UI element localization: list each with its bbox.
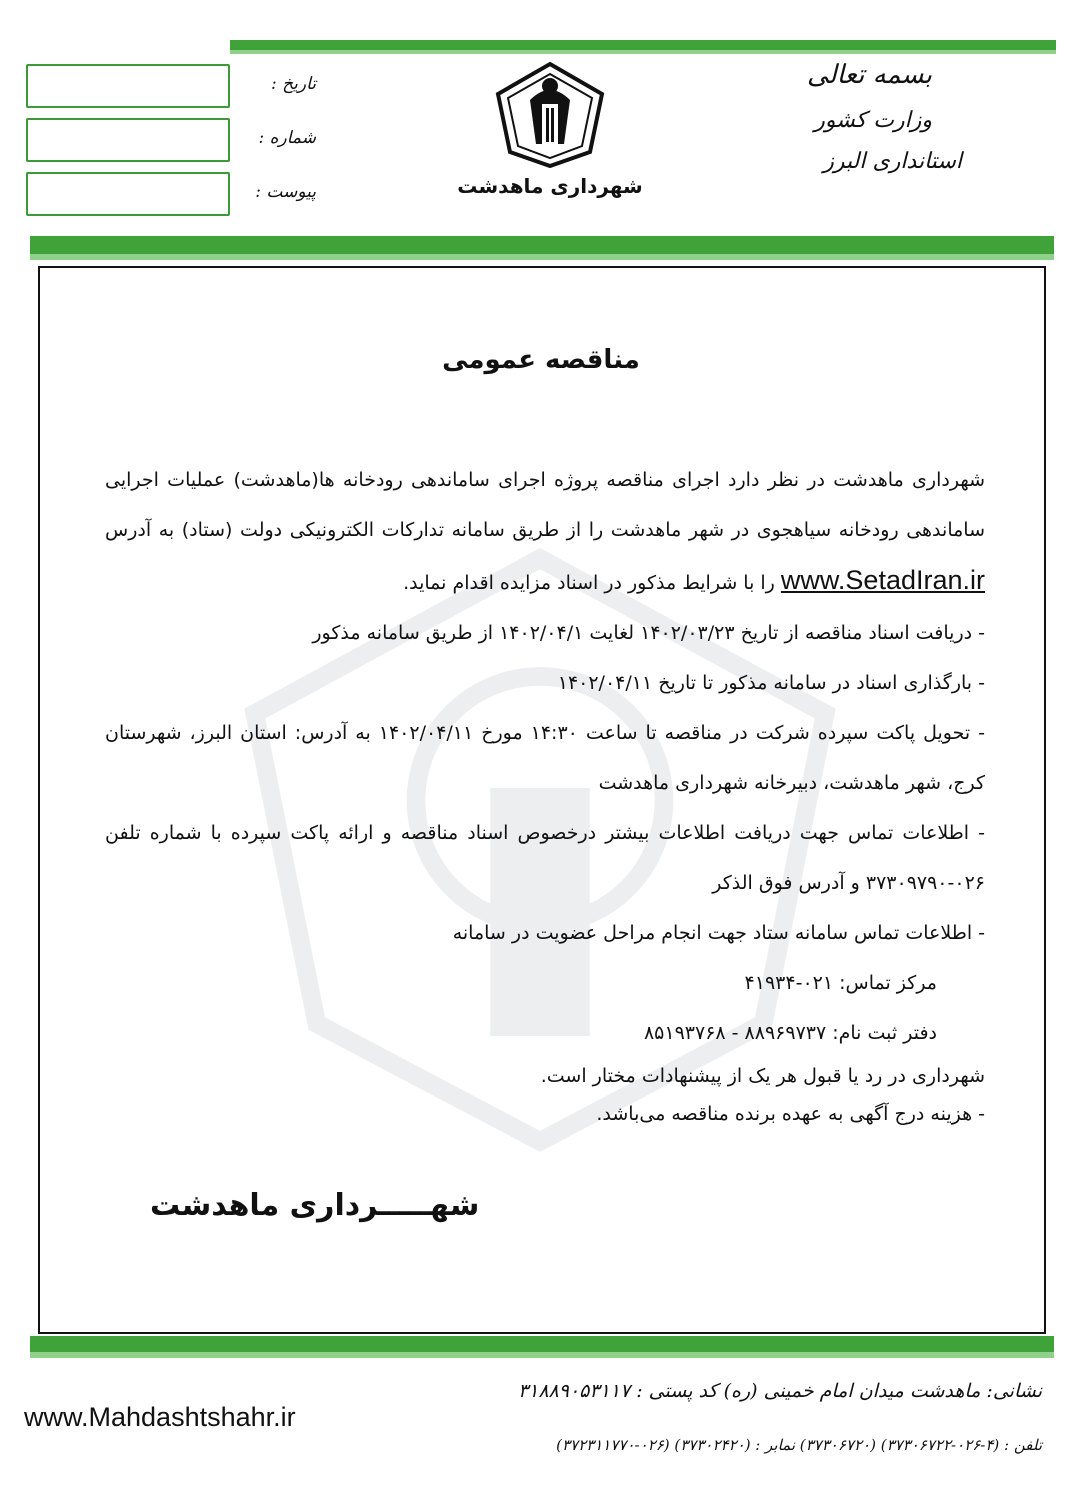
footer-address: نشانی: ماهدشت میدان امام خمینی (ره) کد پستی : ۳۱۸۸۹۰۵۳۱۱۷ (517, 1380, 1042, 1402)
top-green-bar-light (230, 50, 1056, 54)
website-link[interactable]: www.Mahdashtshahr.ir (24, 1402, 296, 1432)
item-delivery: - تحویل پاکت سپرده شرکت در مناقصه تا ساعت ۱۴:۳۰ مورخ ۱۴۰۲/۰۴/۱۱ به آدرس: استان البرز، شهرستان کرج، شهر ماهدشت، دبیرخانه شهرداری ماهدشت (105, 722, 985, 794)
attachment-label: پیوست : (255, 182, 316, 202)
number-label: شماره : (258, 128, 316, 148)
ministry-name: وزارت کشور (814, 108, 932, 133)
item-upload: - بارگذاری اسناد در سامانه مذکور تا تاریخ ۱۴۰۲/۰۴/۱۱ (557, 672, 985, 694)
intro-paragraph (105, 455, 985, 608)
notice-title: مناقصه عمومی (442, 345, 640, 375)
province-name: استانداری البرز (823, 149, 962, 174)
contact-center: مرکز تماس: ۰۲۱-۴۱۹۳۴ (744, 972, 937, 994)
item-contact: - اطلاعات تماس جهت دریافت اطلاعات بیشتر درخصوص اسناد مناقصه و ارائه پاکت سپرده با شماره تلفن ۰۲۶-۳۷۳۰۹۷۹۰ و آدرس فوق الذکر (105, 822, 985, 894)
item-documents: - دریافت اسناد مناقصه از تاریخ ۱۴۰۲/۰۳/۲۳ لغایت ۱۴۰۲/۰۴/۱ از طریق سامانه مذکور (312, 622, 985, 644)
header-green-bar (30, 236, 1054, 254)
footer-green-bar (30, 1336, 1054, 1352)
footer-green-bar-light (30, 1352, 1054, 1358)
signature: شهـــــرداری ماهدشت (150, 1188, 480, 1223)
footer-phones: تلفن : (۴-۰۲۶-۳۷۳۰۶۷۲۲) (۳۷۳۰۶۷۲۰) نمابر : (۳۷۳۰۲۴۲۰) (۰۲۶-۳۷۲۳۱۱۷۷۰) (556, 1436, 1042, 1454)
item-setad-contact: - اطلاعات تماس سامانه ستاد جهت انجام مراحل عضویت در سامانه (452, 922, 985, 944)
number-field[interactable] (26, 118, 230, 162)
cost-statement: - هزینه درج آگهی به عهده برنده مناقصه می‌باشد. (596, 1103, 985, 1125)
registry-office: دفتر ثبت نام: ۸۸۹۶۹۷۳۷ - ۸۵۱۹۳۷۶۸ (643, 1022, 937, 1044)
municipality-logo (450, 60, 650, 198)
header-green-bar-light (30, 254, 1054, 260)
intro-text-1: شهرداری ماهدشت در نظر دارد اجرای مناقصه پروژه اجرای ساماندهی رودخانه ها(ماهدشت) عملیات اجرایی ساماندهی رودخانه سیاهجوی در شهر ماهدشت را از طریق سامانه تدارکات الکترونیکی دولت (ستاد) به آدرس (105, 469, 985, 541)
date-field[interactable] (26, 64, 230, 108)
notice-body (105, 455, 985, 1134)
setad-link[interactable]: www.SetadIran.ir (780, 565, 985, 595)
intro-text-2: را با شرایط مذکور در اسناد مزایده اقدام نماید. (403, 572, 775, 594)
logo-caption: شهرداری ماهدشت (457, 174, 643, 198)
rights-statement: شهرداری در رد یا قبول هر یک از پیشنهادات مختار است. (540, 1065, 985, 1087)
emblem-icon (490, 60, 610, 170)
top-green-bar (230, 40, 1056, 50)
date-label: تاریخ : (271, 74, 316, 94)
letterhead-right (702, 60, 962, 174)
attachment-field[interactable] (26, 172, 230, 216)
bismillah: بسمه تعالی (807, 60, 932, 90)
